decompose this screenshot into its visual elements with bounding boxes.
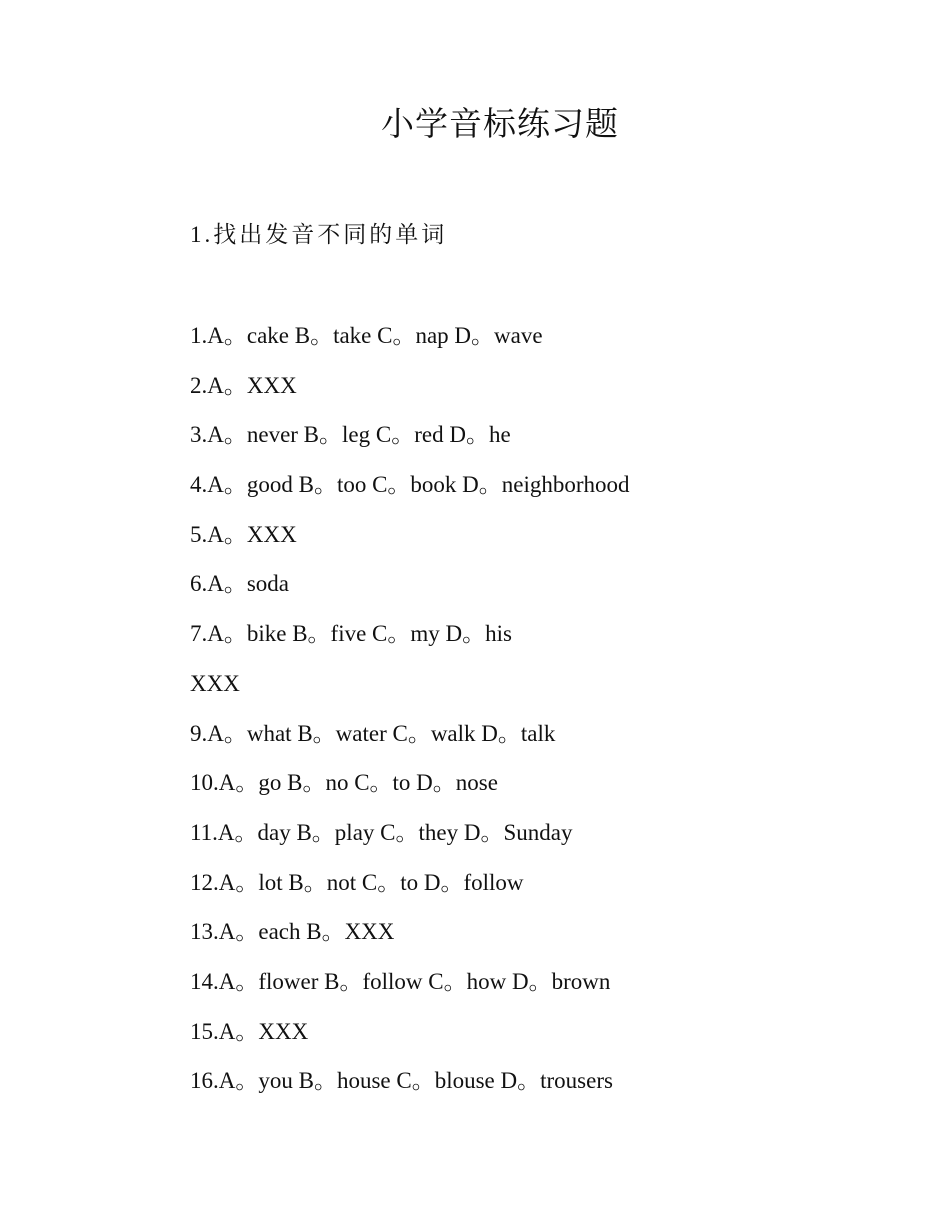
question-item: 14.A。flower B。follow C。how D。brown [190,968,611,994]
question-item: 6.A。soda [190,571,290,597]
question-item: 10.A。go B。no C。to D。nose [190,770,498,796]
question-item: 3.A。never B。leg C。red D。he [190,422,511,448]
question-item: 11.A。day B。play C。they D。Sunday [190,819,573,845]
question-item: 7.A。bike B。five C。my D。his [190,621,512,647]
document-title: 小学音标练习题 [381,107,619,143]
question-item: 9.A。what B。water C。walk D。talk [190,720,556,746]
question-item: 15.A。XXX [190,1018,309,1044]
question-item: 4.A。good B。too C。book D。neighborhood [190,472,630,498]
question-item: XXX [190,670,240,696]
question-item: 16.A。you B。house C。blouse D。trousers [190,1068,613,1094]
question-item: 1.A。cake B。take C。nap D。wave [190,323,543,348]
question-item: 2.A。XXX [190,372,297,398]
question-item: 12.A。lot B。not C。to D。follow [190,869,524,895]
question-list [190,317,630,1112]
question-item: 13.A。each B。XXX [190,919,395,945]
question-item: 5.A。XXX [190,521,297,547]
section-heading: 1.找出发音不同的单词 [190,222,448,247]
